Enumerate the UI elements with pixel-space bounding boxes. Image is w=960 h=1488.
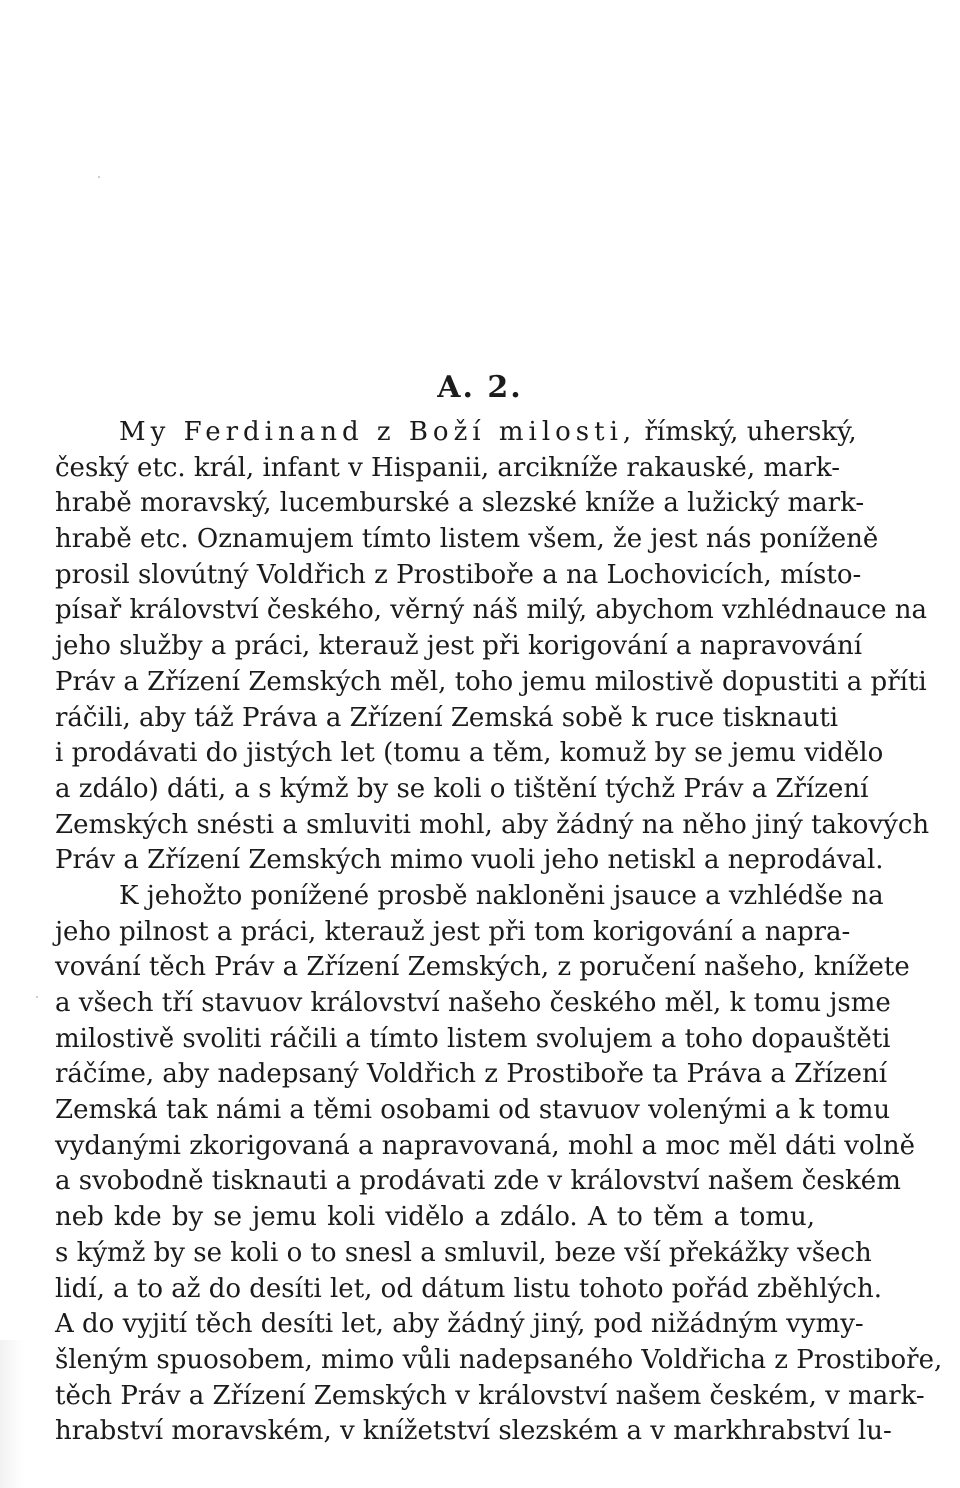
text-line: a všech tří stavuov království našeho českého měl, k tomu jsme — [55, 988, 891, 1018]
text-line: jeho pilnost a práci, kterauž jest při tom korigování a napra- — [55, 916, 851, 947]
text-line: s kýmž by se koli o to snesl a smluvil, beze vší překážky všech — [55, 1237, 872, 1268]
text-line — [55, 415, 857, 451]
text-line: prosil slovútný Voldřich z Prostiboře a na Lochovicích, místo- — [55, 559, 862, 590]
text-line: hrabství moravském, v knížetství slezském a v markhrabství lu- — [55, 1416, 892, 1447]
page-edge-shadow — [0, 1340, 24, 1488]
paper-speck — [98, 176, 100, 178]
text-line: Zemských snésti a smluviti mohl, aby žádný na něho jiný takových — [55, 809, 930, 840]
text-line: jeho služby a práci, kterauž jest při korigování a napravování — [55, 631, 863, 662]
body-text — [55, 415, 943, 1450]
text-line: šleným spuosobem, mimo vůli nadepsaného Voldřicha z Prostiboře, — [55, 1344, 943, 1375]
text-line: hrabě moravský, lucemburské a slezské kníže a lužický mark- — [55, 488, 865, 519]
text-line: písař království českého, věrný náš milý, abychom vzhlédnauce na — [55, 595, 928, 626]
text-line: a svobodně tisknauti a prodávati zde v království našem českém — [55, 1166, 901, 1197]
text-line: vydanými zkorigovaná a napravovaná, mohl a moc měl dáti volně — [55, 1130, 916, 1161]
document-heading: A. 2. — [437, 370, 523, 405]
text-line: K jehožto ponížené prosbě nakloněni jsauce a vzhlédše na — [119, 880, 884, 911]
text-line: a zdálo) dáti, a s kýmž by se koli o tištění týchž Práv a Zřízení — [55, 773, 869, 804]
text-line: i prodávati do jistých let (tomu a těm, komuž by se jemu vidělo — [55, 738, 884, 769]
text-line: těch Práv a Zřízení Zemských v království našem českém, v mark- — [55, 1380, 925, 1411]
text-line: neb kde by se jemu koli vidělo a zdálo. A to těm a tomu, — [55, 1202, 815, 1233]
text-line: český etc. král, infant v Hispanii, arcikníže rakauské, mark- — [55, 452, 841, 483]
text-line: ráčili, aby táž Práva a Zřízení Zemská sobě k ruce tisknauti — [55, 702, 839, 733]
text-line: Zemská tak námi a těmi osobami od stavuov volenými a k tomu — [55, 1095, 891, 1126]
text-line: lidí, a to až do desíti let, od dátum listu tohoto pořád zběhlých. — [55, 1273, 882, 1304]
text-line: milostivě svoliti ráčili a tímto listem svolujem a toho dopauštěti — [55, 1023, 891, 1054]
spaced-opening: My Ferdinand z Boží milosti, — [119, 417, 637, 447]
text-line: A do vyjití těch desíti let, aby žádný jiný, pod nižádným vymy- — [55, 1309, 864, 1340]
text-line: Práv a Zřízení Zemských mimo vuoli jeho netiskl a neprodával. — [55, 845, 884, 876]
text-line: Práv a Zřízení Zemských měl, toho jemu milostivě dopustiti a příti — [55, 666, 927, 697]
text-line: ráčíme, aby nadepsaný Voldřich z Prostiboře ta Práva a Zřízení — [55, 1059, 888, 1090]
text-line: vování těch Práv a Zřízení Zemských, z poručení našeho, knížete — [55, 952, 910, 983]
paper-speck — [36, 996, 38, 998]
text-line: hrabě etc. Oznamujem tímto listem všem, že jest nás poníženě — [55, 524, 879, 555]
opening-rest: římský, uherský, — [636, 417, 857, 447]
